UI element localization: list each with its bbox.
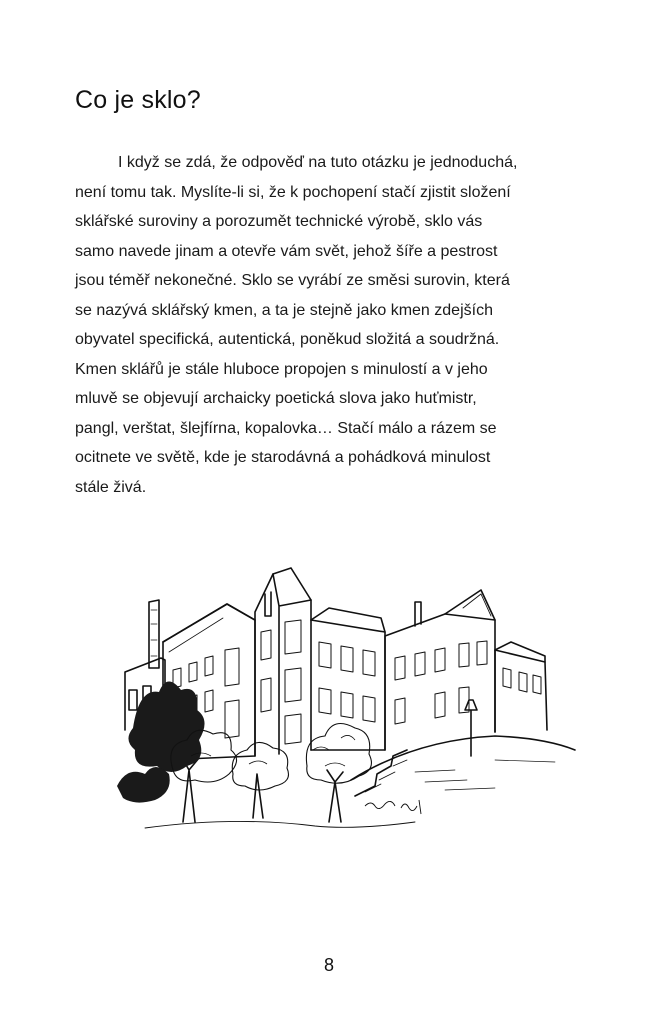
paragraph-line: sklářské suroviny a porozumět technické výrobě, sklo vás: [75, 213, 483, 230]
paragraph-line: se nazývá sklářský kmen, a ta je stejně jako kmen zdejších: [75, 301, 493, 319]
paragraph-line: ocitnete ve světě, kde je starodávná a pohádková minulost: [75, 449, 491, 466]
body-paragraph: [75, 148, 580, 502]
paragraph-line: mluvě se objevují archaicky poetická slova jako huťmistr,: [75, 390, 477, 407]
paragraph-line: pangl, verštat, šlejfírna, kopalovka… Stačí málo a rázem se: [75, 419, 497, 437]
paragraph-line: I když se zdá, že odpověď na tuto otázku je jednoduchá,: [118, 154, 518, 171]
paragraph-line: samo navede jinam a otevře vám svět, jehož šíře a pestrost: [75, 242, 498, 260]
paragraph-line: stále živá.: [75, 478, 147, 496]
glassworks-building-sketch: [115, 560, 585, 845]
paragraph-line: jsou téměř nekonečné. Sklo se vyrábí ze směsi surovin, která: [75, 272, 510, 289]
chapter-heading: Co je sklo?: [75, 86, 201, 114]
paragraph-line: není tomu tak. Myslíte-li si, že k pochopení stačí zjistit složení: [75, 183, 511, 201]
paragraph-line: obyvatel specifická, autentická, poněkud složitá a soudržná.: [75, 331, 500, 348]
paragraph-line: Kmen sklářů je stále hluboce propojen s minulostí a v jeho: [75, 360, 488, 378]
page-number: 8: [323, 955, 334, 975]
